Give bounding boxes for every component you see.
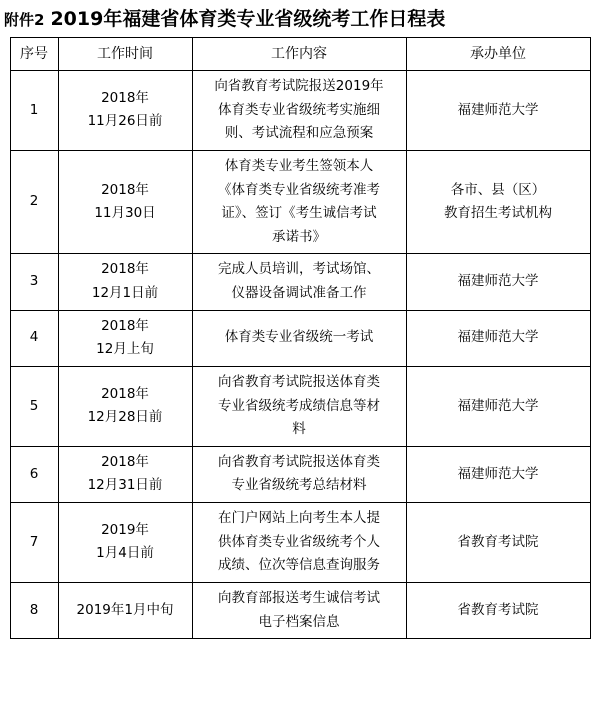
table-row: [10, 150, 590, 254]
row-content-line: 体育类专业省级统考实施细: [218, 101, 380, 118]
row-time-line: 2018年: [101, 385, 149, 402]
row-unit-line: 福建师范大学: [457, 329, 539, 346]
row-time-line: 2019年: [101, 521, 149, 538]
row-content-line: 成绩、位次等信息查询服务: [218, 557, 380, 574]
table-header: [10, 38, 590, 71]
row-unit-line: 福建师范大学: [457, 465, 539, 482]
row-content: [192, 254, 406, 310]
row-time: [58, 446, 192, 502]
row-content-line: 体育类专业省级统一考试: [224, 329, 374, 346]
row-unit-line: 省教育考试院: [457, 601, 539, 618]
row-time: [58, 503, 192, 583]
row-unit: [406, 71, 590, 151]
row-time-line: 12月31日前: [87, 477, 163, 494]
row-unit: [406, 582, 590, 638]
row-index: 3: [10, 254, 58, 310]
row-content-line: 电子档案信息: [258, 613, 340, 630]
row-time: [58, 366, 192, 446]
row-time-line: 2018年: [101, 453, 149, 470]
attachment-label: 附件2: [4, 11, 45, 29]
row-content-line: 供体育类专业省级统考个人: [218, 533, 380, 550]
row-unit: [406, 366, 590, 446]
row-content-line: 证》、签订《考生诚信考试: [221, 205, 377, 222]
row-index: 4: [10, 310, 58, 366]
table-row: [10, 503, 590, 583]
row-time-line: 2018年: [101, 89, 149, 106]
row-content-line: 专业省级统考成绩信息等材: [218, 397, 380, 414]
row-content: [192, 503, 406, 583]
row-index: 8: [10, 582, 58, 638]
column-header-time: 工作时间: [58, 38, 192, 71]
row-time: [58, 582, 192, 638]
column-header-index: 序号: [10, 38, 58, 71]
row-time-line: 11月30日: [94, 205, 156, 222]
schedule-table: [10, 37, 591, 639]
table-row: [10, 310, 590, 366]
row-content-line: 向省教育考试院报送体育类: [218, 453, 380, 470]
table-body: [10, 71, 590, 639]
row-index: 6: [10, 446, 58, 502]
table-row: [10, 71, 590, 151]
table-row: [10, 254, 590, 310]
row-content-line: 向教育部报送考生诚信考试: [218, 589, 380, 606]
row-index: 2: [10, 150, 58, 254]
row-content-line: 向省教育考试院报送2019年: [214, 78, 384, 94]
row-unit-line: 福建师范大学: [457, 101, 539, 118]
row-time-line: 2018年: [101, 181, 149, 198]
row-time: [58, 150, 192, 254]
page-title: 2019年福建省体育类专业省级统考工作日程表: [50, 8, 446, 30]
row-time-line: 2019年1月中旬: [76, 601, 174, 618]
row-time: [58, 254, 192, 310]
row-time-line: 2018年: [101, 261, 149, 278]
column-header-content: 工作内容: [192, 38, 406, 71]
row-time-line: 2018年: [101, 317, 149, 334]
row-content: [192, 150, 406, 254]
table-row: [10, 446, 590, 502]
row-content-line: 则、考试流程和应急预案: [224, 125, 374, 142]
row-content-line: 在门户网站上向考生本人提: [218, 510, 380, 526]
row-index: 7: [10, 503, 58, 583]
table-header-row: [10, 38, 590, 71]
row-time-line: 11月26日前: [87, 113, 163, 130]
table-row: [10, 366, 590, 446]
row-time-line: 12月上旬: [96, 341, 154, 358]
row-time-line: 1月4日前: [96, 545, 154, 562]
row-unit: [406, 310, 590, 366]
row-unit-line: 各市、县（区）: [450, 181, 546, 198]
row-unit: [406, 150, 590, 254]
row-content: [192, 366, 406, 446]
row-unit: [406, 254, 590, 310]
row-content-line: 《体育类专业省级统考准考: [218, 181, 380, 198]
row-content-line: 料: [292, 421, 306, 438]
row-index: 5: [10, 366, 58, 446]
document-title-row: [0, 0, 600, 37]
row-content: [192, 310, 406, 366]
row-content: [192, 71, 406, 151]
row-content-line: 承诺书》: [272, 228, 326, 245]
row-unit-line: 福建师范大学: [457, 273, 539, 290]
row-unit: [406, 446, 590, 502]
row-time: [58, 71, 192, 151]
row-unit-line: 福建师范大学: [457, 397, 539, 414]
row-content: [192, 582, 406, 638]
row-index: 1: [10, 71, 58, 151]
row-time-line: 12月1日前: [91, 285, 159, 301]
row-content-line: 仪器设备调试准备工作: [231, 285, 367, 301]
table-row: [10, 582, 590, 638]
row-content-line: 向省教育考试院报送体育类: [218, 373, 380, 390]
row-content: [192, 446, 406, 502]
row-time: [58, 310, 192, 366]
row-content-line: 专业省级统考总结材料: [231, 477, 367, 494]
row-unit-line: 教育招生考试机构: [444, 205, 552, 222]
row-time-line: 12月28日前: [87, 409, 163, 426]
column-header-unit: 承办单位: [406, 38, 590, 71]
row-unit-line: 省教育考试院: [457, 533, 539, 550]
row-content-line: 完成人员培训，考试场馆、: [218, 261, 380, 278]
row-content-line: 体育类专业考生签领本人: [224, 157, 374, 174]
row-unit: [406, 503, 590, 583]
